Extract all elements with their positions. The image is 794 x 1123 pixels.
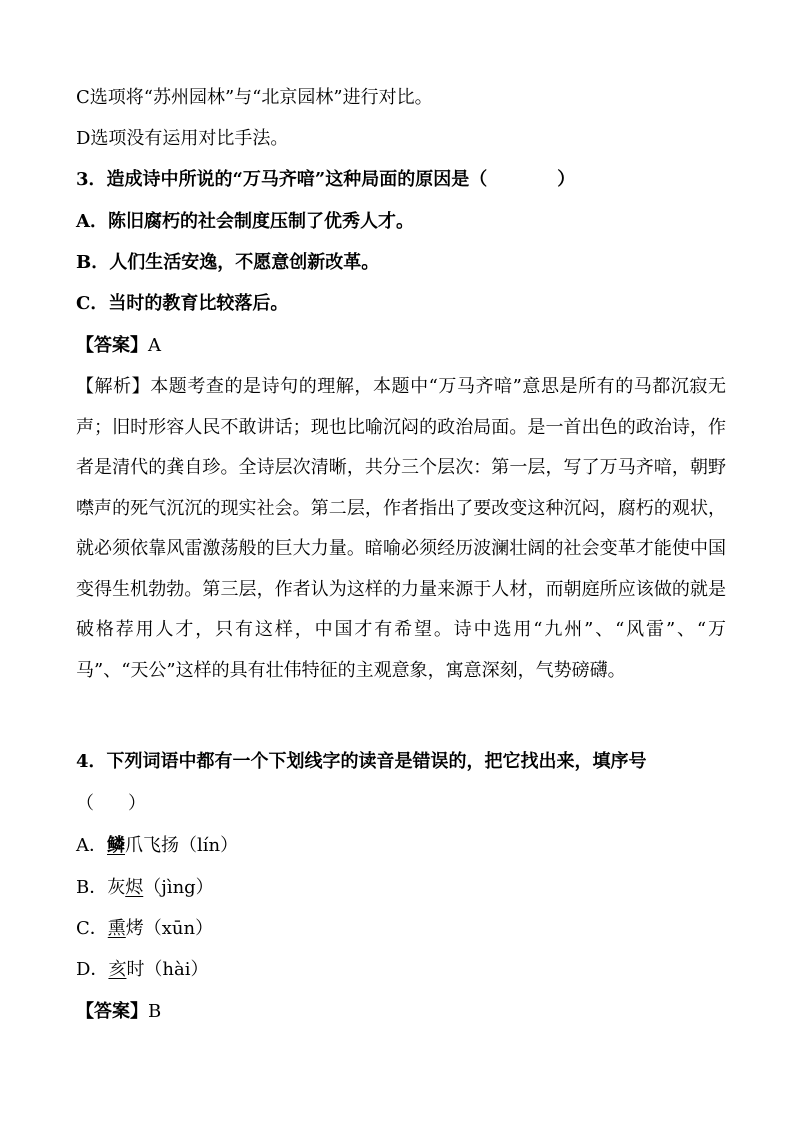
question-3-analysis: 【解析】本题考查的是诗句的理解，本题中“万马齐喑”意思是所有的马都沉寂无声；旧时形容人民不敢讲话；现也比喻沉闷的政治局面。是一首出色的政治诗，作者是清代的龚自珍。全诗层次清晰，共分三个层次：第一层，写了万马齐喑，朝野噤声的死气沉沉的现实社会。第二层，作者指出了要改变这种沉闷，腐朽的观状，就必须依靠风雷激荡般的巨大力量。暗喻必须经历波澜壮阔的社会变革才能使中国变得生机勃勃。第三层，作者认为这样的力量来源于人材，而朝庭所应该做的就是破格荐用人才，只有这样，中国才有希望。诗中选用“九州”、“风雷”、“万马”、“天公”这样的具有壮伟特征的主观意象，寓意深刻，气势磅礴。 (76, 376, 726, 681)
question-4-stem: 4．下列词语中都有一个下划线字的读音是错误的，把它找出来，填序号 (76, 751, 647, 772)
underlined-character: 烬 (125, 877, 144, 898)
option-label: D． (76, 959, 109, 980)
option-rest: （jìng） (143, 877, 214, 898)
underlined-character: 熏 (107, 918, 126, 939)
question-3-text: 3．造成诗中所说的“万马齐喑”这种局面的原因是（ (76, 169, 488, 190)
question-3-close-paren: ） (557, 169, 576, 190)
question-4-option-c (76, 917, 736, 941)
question-4-option-b (76, 876, 736, 900)
question-4-option-a (76, 834, 736, 858)
underlined-character: 鳞 (107, 835, 125, 856)
answer-value: A (148, 335, 161, 356)
question-3-stem (76, 168, 736, 192)
answer-label: 【答案】 (76, 335, 148, 356)
question-3-option-a: A．陈旧腐朽的社会制度压制了优秀人才。 (76, 211, 414, 232)
answer-label: 【答案】 (76, 1001, 148, 1022)
question-4-option-d (76, 958, 736, 982)
option-label: B．灰 (76, 877, 126, 898)
option-rest: 时（hài） (126, 959, 209, 980)
option-rest: 爪飞扬（lín） (125, 835, 239, 856)
open-paren: （ (76, 793, 94, 814)
question-3-answer (76, 334, 736, 358)
close-paren: ） (128, 793, 146, 814)
question-4-answer-parens (76, 792, 736, 816)
option-d-explanation: D选项没有运用对比手法。 (76, 128, 289, 149)
option-label: C． (76, 918, 108, 939)
option-label: A． (76, 835, 107, 856)
question-3-option-b: B．人们生活安逸，不愿意创新改革。 (76, 252, 380, 273)
option-rest: 烤（xūn） (125, 918, 214, 939)
answer-value: B (148, 1001, 162, 1022)
underlined-character: 亥 (108, 959, 127, 980)
question-3-option-c: C．当时的教育比较落后。 (76, 293, 289, 314)
option-c-explanation: C选项将“苏州园林”与“北京园林”进行对比。 (76, 87, 433, 108)
question-4-answer (76, 1000, 736, 1024)
